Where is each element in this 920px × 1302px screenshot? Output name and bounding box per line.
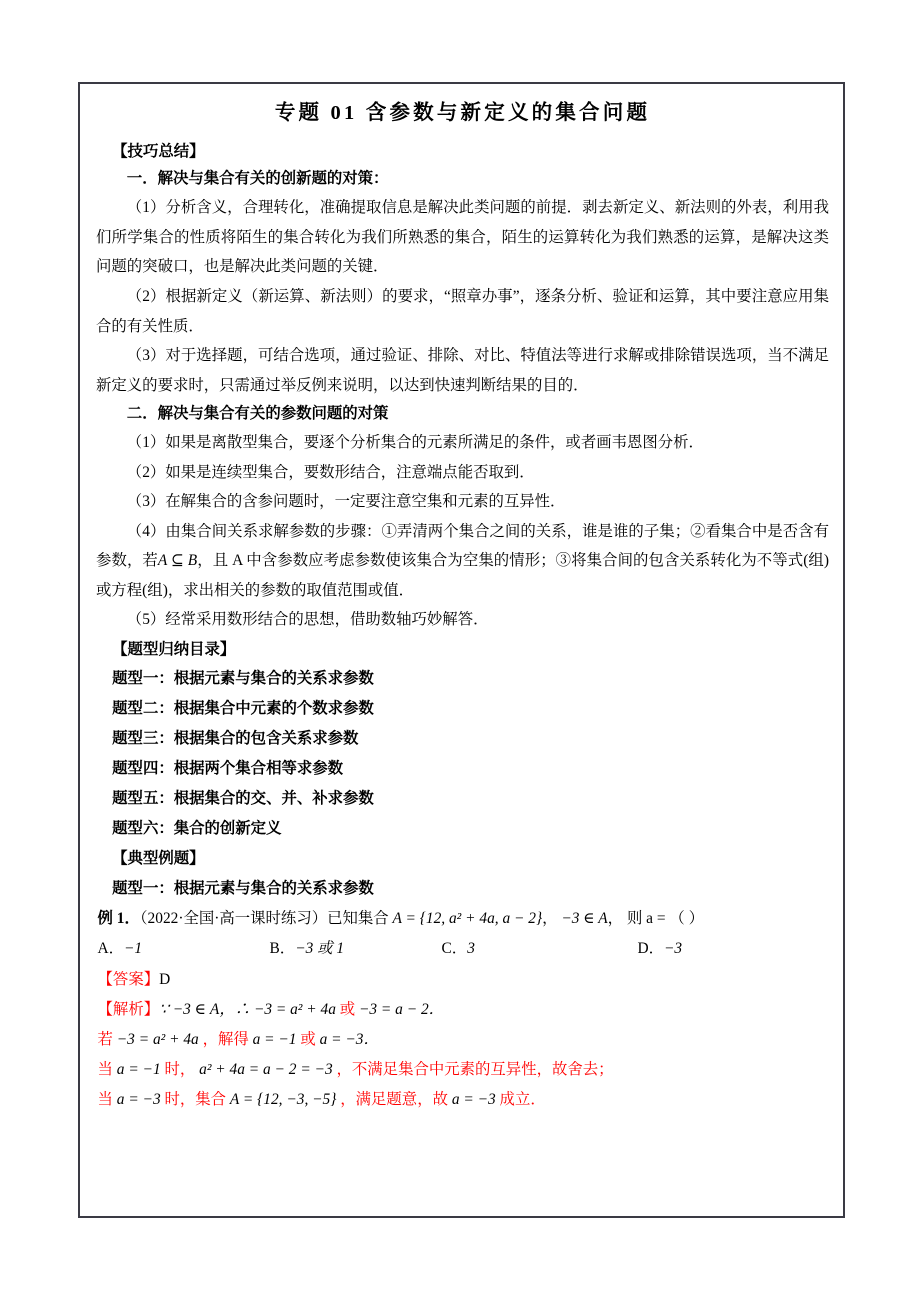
part-two-item-1: （1）如果是离散型集合，要逐个分析集合的元素所满足的条件，或者画韦恩图分析． — [126, 433, 704, 451]
catalog-item-6[interactable]: 题型六：集合的创新定义 — [112, 820, 282, 838]
text-run-5: a = −3． — [315, 1030, 379, 1048]
text-run-1: a = −1 — [112, 1060, 165, 1078]
text-run-4: ，不满足集合中元素的互异性，故舍去； — [336, 1060, 614, 1078]
example-comma: ， — [542, 909, 558, 927]
answer-value: D — [159, 970, 171, 988]
catalog-item-1[interactable]: 题型一：根据元素与集合的关系求参数 — [112, 670, 374, 688]
option-a[interactable] — [98, 934, 270, 965]
answer-label: 【答案】 — [97, 970, 160, 988]
option-b[interactable] — [270, 934, 442, 965]
text-run-2: ，解得 — [202, 1030, 249, 1048]
example-set-definition: A = {12, a² + 4a, a − 2} — [392, 909, 543, 927]
analysis-line-1-content — [159, 1001, 444, 1018]
option-b-key: B． — [269, 939, 296, 957]
examples-heading: 【典型例题】 — [112, 850, 205, 868]
tips-heading: 【技巧总结】 — [112, 142, 205, 160]
text-run-4: ，满足题意，故 — [340, 1090, 448, 1108]
example-source: （2022·全国·高一课时练习） — [139, 909, 328, 927]
text-run-2: 时，集合 — [164, 1090, 227, 1108]
option-a-value: −1 — [124, 939, 143, 957]
answer-line — [96, 965, 829, 995]
catalog-item-5[interactable]: 题型五：根据集合的交、并、补求参数 — [112, 790, 374, 808]
text-run-1: a = −3 — [112, 1090, 165, 1108]
example-type-heading: 题型一：根据元素与集合的关系求参数 — [112, 879, 374, 897]
subset-math: A ⊆ B — [157, 552, 198, 570]
page-title: 专题 01 含参数与新定义的集合问题 — [274, 102, 651, 124]
part-two-item-5: （5）经常采用数形结合的思想，借助数轴巧妙解答． — [126, 611, 489, 629]
example-stem — [96, 904, 829, 934]
example-options — [96, 934, 829, 965]
text-run-2: −3 = a − 2． — [359, 1000, 445, 1018]
example-label: 例 1． — [97, 909, 140, 927]
option-a-key: A． — [97, 939, 125, 957]
text-run-4: 或 — [300, 1030, 316, 1048]
catalog-item-2[interactable]: 题型二：根据集合中元素的个数求参数 — [112, 700, 374, 718]
option-c-key: C． — [441, 939, 468, 957]
part-two-item-2: （2）如果是连续型集合，要数形结合，注意端点能否取到． — [126, 463, 535, 481]
option-d-value: −3 — [664, 939, 683, 957]
part-two-heading: 二．解决与集合有关的参数问题的对策 — [126, 405, 389, 423]
item-four-prefix: （4）由集合间关系求解参数的步骤：①弄清两个集合之间的关系，谁是谁的子集；②看集合中是否含有参数，若 — [96, 522, 829, 570]
text-run-1: −3 = a² + 4a — [112, 1030, 203, 1048]
catalog-heading: 【题型归纳目录】 — [112, 641, 236, 658]
part-one-item-3: （3）对于选择题，可结合选项，通过验证、排除、对比、特值法等进行求解或排除错误选项，当不满足新定义的要求时，只需通过举反例来说明，以达到快速判断结果的目的． — [96, 347, 829, 394]
analysis-line-2 — [96, 1025, 829, 1055]
example-stem-lead: 已知集合 — [327, 909, 389, 927]
part-one-item-2: （2）根据新定义（新运算、新法则）的要求，“照章办事”，逐条分析、验证和运算，其中要注意应用集合的有关性质． — [96, 287, 829, 335]
analysis-line-3 — [96, 1055, 829, 1085]
text-run-0: ∵ −3 ∈ A，∴ −3 = a² + 4a — [159, 1000, 336, 1018]
part-two-item-4 — [96, 517, 829, 606]
part-one-heading: 一．解决与集合有关的创新题的对策： — [126, 170, 389, 188]
option-c[interactable] — [442, 934, 638, 965]
example-question: 则 a = （ ） — [626, 909, 705, 927]
text-run-0: 当 — [97, 1090, 113, 1108]
text-run-5: a = −3 — [447, 1090, 500, 1108]
option-d-key: D． — [637, 939, 665, 957]
analysis-line-1 — [96, 995, 829, 1025]
analysis-line-2-content — [98, 1031, 379, 1048]
text-run-3: a = −1 — [248, 1030, 301, 1048]
text-run-6: 成立． — [499, 1090, 546, 1108]
document-page-border — [78, 82, 845, 1218]
part-one-item-1: （1）分析含义，合理转化，准确提取信息是解决此类问题的前提．剥去新定义、新法则的外表，利用我们所学集合的性质将陌生的集合转化为我们所熟悉的集合，陌生的运算转化为我们熟悉的运算，是解决这类问题的突破口，也是解决此类问题的关键． — [96, 199, 829, 276]
option-b-value: −3 或 1 — [295, 939, 345, 957]
option-d[interactable] — [638, 934, 778, 965]
text-run-0: 当 — [97, 1060, 113, 1078]
example-condition: −3 ∈ A — [561, 909, 608, 927]
analysis-line-3-content — [98, 1061, 614, 1078]
analysis-label: 【解析】 — [97, 1000, 160, 1018]
option-c-value: 3 — [467, 939, 475, 957]
analysis-line-4-content — [98, 1091, 546, 1108]
catalog-item-4[interactable]: 题型四：根据两个集合相等求参数 — [112, 760, 344, 778]
item-four-middle: ，且 A 中含参数应考虑参数使该集合为空集的情形；③将集合间的包含关系转化为不等式(组)或方程(组)，求出相关的参数的取值范围或值． — [96, 552, 829, 599]
text-run-0: 若 — [97, 1030, 113, 1048]
example-comma-2: ， — [607, 909, 624, 927]
text-run-2: 时， — [164, 1060, 196, 1078]
document-body — [80, 84, 843, 1216]
text-run-1: 或 — [335, 1000, 359, 1018]
text-run-3: a² + 4a = a − 2 = −3 — [195, 1060, 337, 1078]
analysis-line-4 — [96, 1085, 829, 1115]
text-run-3: A = {12, −3, −5} — [226, 1090, 341, 1108]
catalog-item-3[interactable]: 题型三：根据集合的包含关系求参数 — [112, 730, 359, 748]
part-two-item-3: （3）在解集合的含参问题时，一定要注意空集和元素的互异性． — [126, 493, 566, 511]
